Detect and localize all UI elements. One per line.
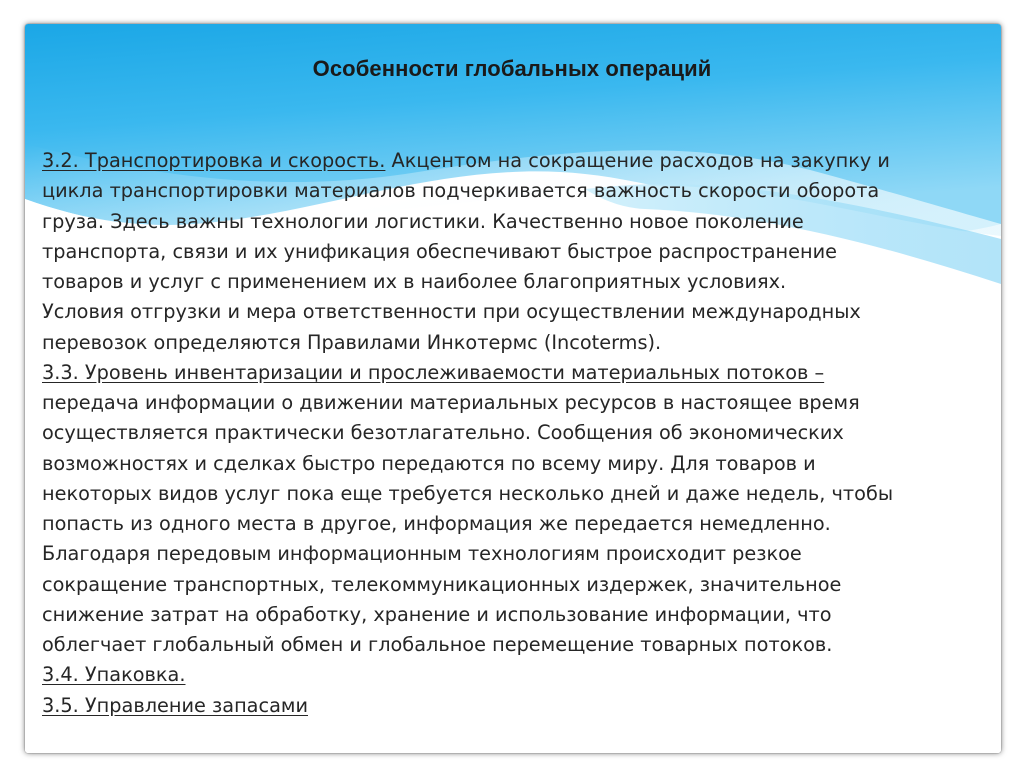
body-line <box>42 207 972 237</box>
body-line-text: транспорта, связи и их унификация обеспечивают быстрое распространение <box>42 239 837 263</box>
body-line-text: снижение затрат на обработку, хранение и использование информации, что <box>42 602 832 626</box>
section-heading: 3.3. Уровень инвентаризации и прослеживаемости материальных потоков – <box>42 360 825 384</box>
body-line <box>42 146 972 176</box>
body-line <box>42 509 972 539</box>
body-line <box>42 479 972 509</box>
body-line <box>42 328 972 358</box>
body-line <box>42 600 972 630</box>
body-line <box>42 358 972 388</box>
section-heading: 3.2. Транспортировка и скорость. <box>42 149 386 172</box>
body-line <box>42 449 972 479</box>
body-line-text: попасть из одного места в другое, информация же передается немедленно. <box>42 512 831 535</box>
body-line <box>42 570 972 600</box>
body-line <box>42 388 972 418</box>
body-line <box>42 267 972 297</box>
body-line-text: цикла транспортировки материалов подчеркивается важность скорости оборота <box>42 179 880 203</box>
body-line <box>42 297 972 327</box>
body-line <box>42 237 972 267</box>
body-line-text: облегчает глобальный обмен и глобальное перемещение товарных потоков. <box>42 633 833 656</box>
body-line-text: Акцентом на сокращение расходов на закупку и <box>385 149 890 172</box>
body-line <box>42 630 972 660</box>
body-line-text: перевозок определяются Правилами Инкотермс (Incoterms). <box>42 330 662 354</box>
body-line-text: Благодаря передовым информационным технологиям происходит резкое <box>42 542 802 566</box>
body-line <box>42 691 972 721</box>
body-line <box>42 660 972 690</box>
body-line-text: товаров и услуг с применением их в наиболее благоприятных условиях. <box>42 270 787 293</box>
body-line-text: Условия отгрузки и мера ответственности при осуществлении международных <box>42 300 861 324</box>
body-line <box>42 418 972 448</box>
body-line-text: груза. Здесь важны технологии логистики. Качественно новое поколение <box>42 209 804 233</box>
body-line-text: передача информации о движении материальных ресурсов в настоящее время <box>42 391 860 414</box>
body-line-text: некоторых видов услуг пока еще требуется несколько дней и даже недель, чтобы <box>42 481 894 505</box>
body-line <box>42 176 972 206</box>
section-heading: 3.4. Упаковка. <box>42 663 186 687</box>
body-line <box>42 539 972 569</box>
body-line-text: возможностях и сделках быстро передаются по всему миру. Для товаров и <box>42 451 816 475</box>
body-line-text: сокращение транспортных, телекоммуникационных издержек, значительное <box>42 572 842 596</box>
body-text <box>42 146 972 721</box>
body-line-text: осуществляется практически безотлагательно. Сообщения об экономических <box>42 421 844 445</box>
section-heading: 3.5. Управление запасами <box>42 693 308 717</box>
slide-title: Особенности глобальных операций <box>312 56 712 81</box>
